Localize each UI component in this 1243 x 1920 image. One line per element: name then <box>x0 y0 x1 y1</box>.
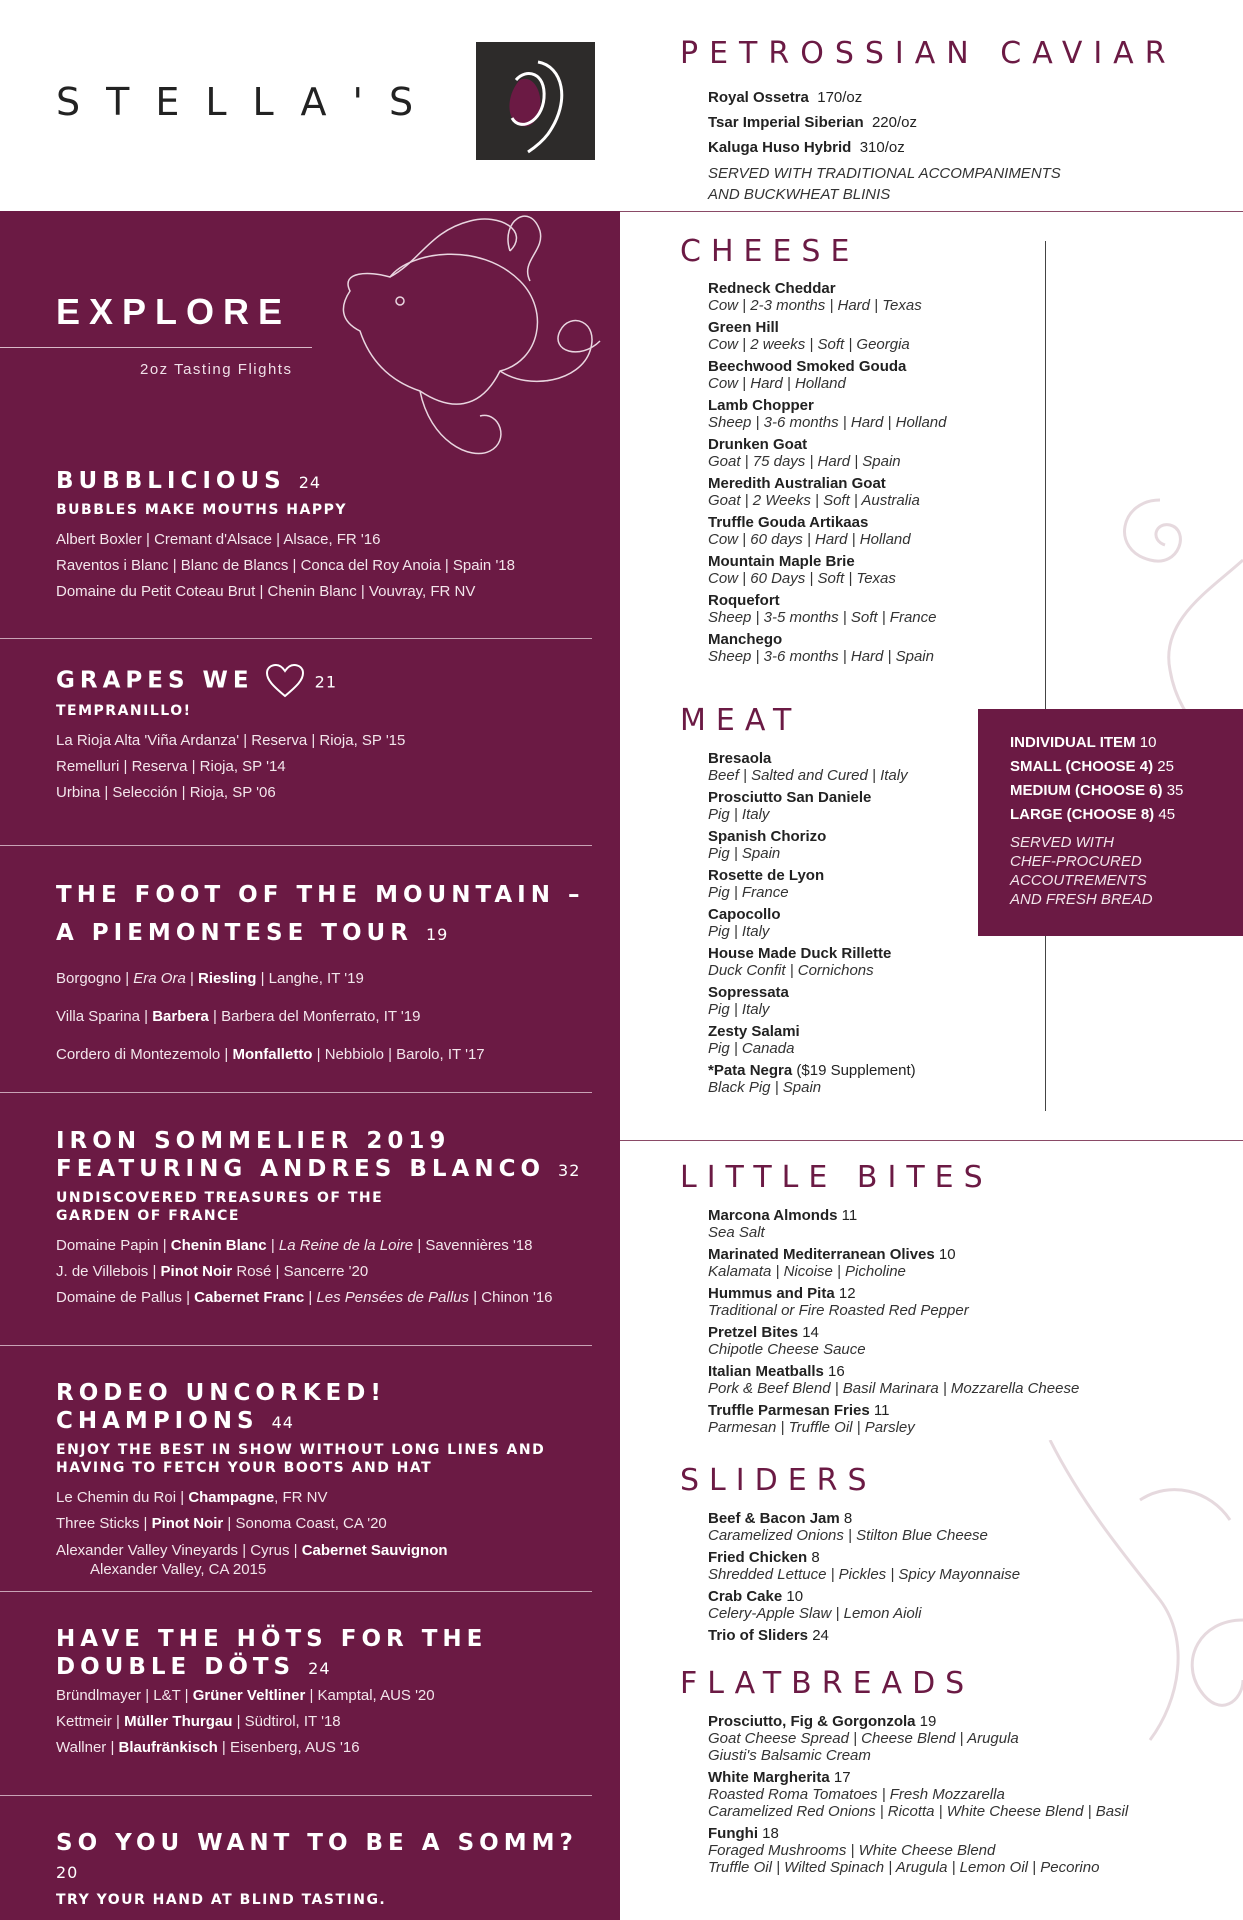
menu-item: Lamb Chopper Sheep | 3-6 months | Hard | Holland <box>708 397 947 431</box>
menu-item: Spanish Chorizo Pig | Spain <box>708 828 827 862</box>
caviar-name: Kaluga Huso Hybrid <box>708 139 852 156</box>
menu-item: Capocollo Pig | Italy <box>708 906 781 940</box>
menu-item: Manchego Sheep | 3-6 months | Hard | Spain <box>708 631 934 665</box>
flight-price: 21 <box>314 672 337 692</box>
price-row: LARGE (CHOOSE 8) 45 <box>1010 806 1176 823</box>
flight-wine: J. de Villebois | Pinot Noir Rosé | Sancerre '20 <box>56 1263 369 1280</box>
menu-item: Rosette de Lyon Pig | France <box>708 867 825 901</box>
flight-wine: Remelluri | Reserva | Rioja, SP '14 <box>56 758 286 775</box>
flight-wine: Cordero di Montezemolo | Monfalletto | Nebbiolo | Barolo, IT '17 <box>56 1046 485 1063</box>
flight-title <box>56 1155 596 1185</box>
caviar-item <box>708 85 1220 110</box>
flatbreads-title: FLATBREADS <box>680 1666 975 1701</box>
divider <box>0 1092 592 1093</box>
explore-panel <box>0 211 620 1920</box>
meat-title: MEAT <box>680 703 802 738</box>
flight-subtitle: UNDISCOVERED TREASURES OF THE <box>56 1190 384 1206</box>
caviar-price: 170/oz <box>817 89 863 106</box>
price-row: INDIVIDUAL ITEM 10 <box>1010 734 1157 751</box>
flight-wine: Raventos i Blanc | Blanc de Blancs | Conca del Roy Anoia | Spain '18 <box>56 557 515 574</box>
flatbreads-list <box>708 1713 1228 1881</box>
flight-name: GRAPES WE <box>56 667 254 694</box>
cheese-list <box>708 280 1228 670</box>
divider <box>0 638 592 639</box>
menu-item: Beef & Bacon Jam 8 Caramelized Onions | Stilton Blue Cheese <box>708 1510 988 1544</box>
price-row: MEDIUM (CHOOSE 6) 35 <box>1010 782 1184 799</box>
flight-name: DOUBLE DÖTS <box>56 1654 296 1680</box>
divider <box>620 211 1243 212</box>
flight-title <box>56 1653 596 1683</box>
menu-item: Beechwood Smoked Gouda Cow | Hard | Holland <box>708 358 907 392</box>
flight-piemontese-tour <box>56 876 596 1074</box>
flight-title <box>56 1379 596 1437</box>
divider <box>0 845 592 846</box>
board-price-box <box>978 709 1243 936</box>
flight-double-dots <box>56 1625 596 1761</box>
flight-wine: Albert Boxler | Cremant d'Alsace | Alsace, FR '16 <box>56 531 381 548</box>
flight-name: A PIEMONTESE TOUR <box>56 920 413 946</box>
menu-item: Zesty Salami Pig | Canada <box>708 1023 800 1057</box>
flight-wine: Bründlmayer | L&T | Grüner Veltliner | Kamptal, AUS '20 <box>56 1687 435 1704</box>
flight-price: 24 <box>298 473 322 492</box>
caviar-note: SERVED WITH TRADITIONAL ACCOMPANIMENTS <box>708 165 1061 182</box>
menu-item: Pretzel Bites 14 Chipotle Cheese Sauce <box>708 1324 866 1358</box>
menu-item: Crab Cake 10 Celery-Apple Slaw | Lemon Aioli <box>708 1588 922 1622</box>
flight-price: 24 <box>308 1659 331 1678</box>
heart-icon <box>265 664 305 698</box>
flight-wine: Alexander Valley Vineyards | Cyrus | Cabernet Sauvignon <box>56 1542 448 1559</box>
flight-title: HAVE THE HÖTS FOR THE <box>56 1626 488 1652</box>
flight-wine: Kettmeir | Müller Thurgau | Südtirol, IT '18 <box>56 1713 341 1730</box>
flight-wine-region: Alexander Valley, CA 2015 <box>90 1561 267 1578</box>
menu-item: Marinated Mediterranean Olives 10 Kalamata | Nicoise | Picholine <box>708 1246 956 1280</box>
flight-bubblicious <box>56 467 596 605</box>
flight-title <box>56 664 596 698</box>
brand-name: STELLA'S <box>56 80 440 124</box>
caviar-item <box>708 135 1220 160</box>
menu-item: Hummus and Pita 12 Traditional or Fire Roasted Red Pepper <box>708 1285 969 1319</box>
flight-wine: Domaine Papin | Chenin Blanc | La Reine de la Loire | Savennières '18 <box>56 1237 533 1254</box>
flight-price: 19 <box>425 925 449 944</box>
menu-item: Italian Meatballs 16 Pork & Beef Blend | Basil Marinara | Mozzarella Cheese <box>708 1363 1080 1397</box>
board-price-note: SERVED WITH CHEF-PROCURED ACCOUTREMENTS AND FRESH BREAD <box>1010 834 1153 908</box>
menu-item: Fried Chicken 8 Shredded Lettuce | Pickles | Spicy Mayonnaise <box>708 1549 1021 1583</box>
flight-name: RODEO UNCORKED! CHAMPIONS <box>56 1380 386 1434</box>
flight-wine: Borgogno | Era Ora | Riesling | Langhe, IT '19 <box>56 970 364 987</box>
flight-wine: Urbina | Selección | Rioja, SP '06 <box>56 784 276 801</box>
flight-wine: Villa Sparina | Barbera | Barbera del Monferrato, IT '19 <box>56 1008 421 1025</box>
menu-item: Roquefort Sheep | 3-5 months | Soft | France <box>708 592 937 626</box>
flight-title: THE FOOT OF THE MOUNTAIN – <box>56 882 585 908</box>
flight-title <box>56 914 596 954</box>
caviar-price: 310/oz <box>859 139 905 156</box>
flight-grapes-we-love <box>56 664 596 806</box>
flight-title: IRON SOMMELIER 2019 <box>56 1128 451 1154</box>
divider <box>0 1345 592 1346</box>
flight-wine: Domaine du Petit Coteau Brut | Chenin Blanc | Vouvray, FR NV <box>56 583 476 600</box>
menu-item: Truffle Parmesan Fries 11 Parmesan | Truffle Oil | Parsley <box>708 1402 915 1436</box>
pig-line-drawing-icon <box>330 211 620 481</box>
flight-wine: Domaine de Pallus | Cabernet Franc | Les Pensées de Pallus | Chinon '16 <box>56 1289 553 1306</box>
divider <box>620 1140 1243 1141</box>
flight-iron-sommelier <box>56 1127 596 1311</box>
divider <box>0 347 312 348</box>
flight-subtitle: TEMPRANILLO! <box>56 703 192 719</box>
flight-wine: Wallner | Blaufränkisch | Eisenberg, AUS '16 <box>56 1739 360 1756</box>
flight-title <box>56 1829 596 1887</box>
flight-subtitle: GARDEN OF FRANCE <box>56 1208 240 1224</box>
flight-title <box>56 467 596 497</box>
sliders-title: SLIDERS <box>680 1463 877 1498</box>
menu-item: Mountain Maple Brie Cow | 60 Days | Soft | Texas <box>708 553 896 587</box>
menu-item: Prosciutto, Fig & Gorgonzola 19 Goat Cheese Spread | Cheese Blend | Arugula Giusti's Balsamic Cream <box>708 1713 1019 1764</box>
flight-rodeo-uncorked <box>56 1379 596 1579</box>
caviar-title: PETROSSIAN CAVIAR <box>680 36 1177 71</box>
divider <box>0 1591 592 1592</box>
flight-wine: Three Sticks | Pinot Noir | Sonoma Coast, CA '20 <box>56 1515 387 1532</box>
menu-item: Prosciutto San Daniele Pig | Italy <box>708 789 872 823</box>
menu-item: Drunken Goat Goat | 75 days | Hard | Spain <box>708 436 901 470</box>
flight-blind-tasting <box>56 1829 596 1909</box>
cheese-title: CHEESE <box>680 234 860 269</box>
divider <box>0 1795 592 1796</box>
flight-subtitle: TRY YOUR HAND AT BLIND TASTING. <box>56 1892 387 1908</box>
menu-item: Redneck Cheddar Cow | 2-3 months | Hard | Texas <box>708 280 922 314</box>
caviar-note: AND BUCKWHEAT BLINIS <box>708 186 891 203</box>
menu-item: Meredith Australian Goat Goat | 2 Weeks | Soft | Australia <box>708 475 920 509</box>
menu-item: Marcona Almonds 11 Sea Salt <box>708 1207 858 1241</box>
flight-name: SO YOU WANT TO BE A SOMM? <box>56 1830 578 1856</box>
caviar-price: 220/oz <box>871 114 918 131</box>
menu-item: *Pata Negra ($19 Supplement) Black Pig | Spain <box>708 1062 916 1096</box>
menu-item: White Margherita 17 Roasted Roma Tomatoes | Fresh Mozzarella Caramelized Red Onions | Ricotta | White Cheese Blend | Basil <box>708 1769 1129 1820</box>
caviar-section <box>680 36 1220 204</box>
flight-wine: La Rioja Alta 'Viña Ardanza' | Reserva | Rioja, SP '15 <box>56 732 406 749</box>
little-bites-list <box>708 1207 1228 1441</box>
menu-item: Bresaola Beef | Salted and Cured | Italy <box>708 750 908 784</box>
menu-item: Sopressata Pig | Italy <box>708 984 789 1018</box>
sliders-list <box>708 1510 1228 1649</box>
price-row: SMALL (CHOOSE 4) 25 <box>1010 758 1174 775</box>
caviar-name: Tsar Imperial Siberian <box>708 114 864 131</box>
caviar-item <box>708 110 1220 135</box>
flight-price: 20 <box>56 1863 79 1882</box>
menu-item: House Made Duck Rillette Duck Confit | Cornichons <box>708 945 892 979</box>
flight-price: 32 <box>558 1161 581 1180</box>
explore-title: EXPLORE <box>56 291 292 332</box>
flight-wine: Le Chemin du Roi | Champagne, FR NV <box>56 1489 328 1506</box>
flight-name: FEATURING ANDRES BLANCO <box>56 1156 546 1182</box>
menu-item: Green Hill Cow | 2 weeks | Soft | Georgia <box>708 319 910 353</box>
caviar-name: Royal Ossetra <box>708 89 809 106</box>
flight-price: 44 <box>271 1413 294 1432</box>
menu-item: Trio of Sliders 24 <box>708 1627 829 1644</box>
logo <box>476 42 595 160</box>
flight-name: BUBBLICIOUS <box>56 468 286 494</box>
menu-item: Truffle Gouda Artikaas Cow | 60 days | Hard | Holland <box>708 514 911 548</box>
flight-subtitle: ENJOY THE BEST IN SHOW WITHOUT LONG LINES AND <box>56 1442 546 1458</box>
menu-item: Funghi 18 Foraged Mushrooms | White Cheese Blend Truffle Oil | Wilted Spinach | Arugula | Lemon Oil | Pecorino <box>708 1825 1100 1876</box>
flight-subtitle: HAVING TO FETCH YOUR BOOTS AND HAT <box>56 1460 433 1476</box>
little-bites-title: LITTLE BITES <box>680 1160 993 1195</box>
flight-subtitle: BUBBLES MAKE MOUTHS HAPPY <box>56 502 348 518</box>
explore-subtitle: 2oz Tasting Flights <box>140 361 293 378</box>
